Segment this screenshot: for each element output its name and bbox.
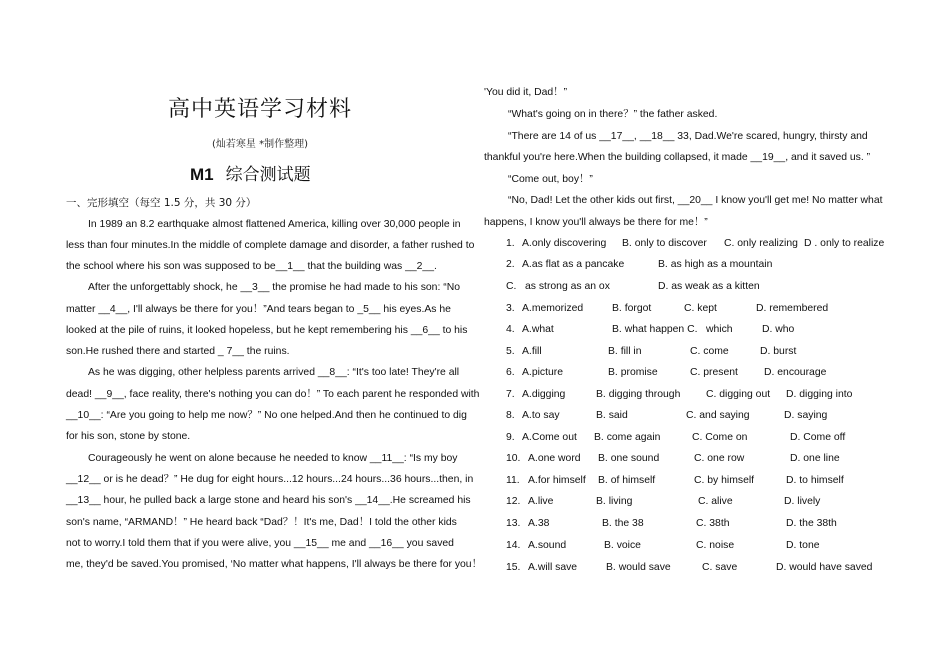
question-number: 13.	[506, 518, 521, 529]
question-number: 7.	[506, 389, 515, 400]
passage-line: “Come out, boy！”	[508, 174, 593, 185]
option-b: B. fill in	[608, 346, 642, 357]
passage-line: son's name, “ARMAND！” He heard back “Dad？！It's me, Dad！I told the other kids	[66, 517, 457, 528]
option-d: D. who	[762, 324, 795, 335]
module-code: M1	[190, 165, 214, 184]
option-c: C.	[506, 281, 517, 292]
passage-line: “There are 14 of us __17__, __18__ 33, Dad.We're scared, hungry, thirsty and	[508, 131, 868, 142]
option-d: D. Come off	[790, 432, 846, 443]
option-b: B. living	[596, 496, 633, 507]
option-a: A.only discovering	[522, 238, 607, 249]
section-instruction: 一、完形填空（每空 1.5 分，共 30 分）	[66, 197, 257, 209]
question-number: 4.	[506, 324, 515, 335]
passage-line: for his son, stone by stone.	[66, 431, 191, 442]
option-c: C. kept	[684, 303, 717, 314]
option-a: A.for himself	[528, 475, 586, 486]
option-a: A.Come out	[522, 432, 577, 443]
option-a: A.fill	[522, 346, 542, 357]
passage-line: In 1989 an 8.2 earthquake almost flattened America, killing over 30,000 people in	[88, 219, 461, 230]
passage-line: 'You did it, Dad！”	[484, 87, 568, 98]
question-number: 1.	[506, 238, 515, 249]
option-b: B. the 38	[602, 518, 644, 529]
option-a: A.digging	[522, 389, 566, 400]
option-c: C. come	[690, 346, 729, 357]
option-a: A.to say	[522, 410, 560, 421]
option-d: D. one line	[790, 453, 840, 464]
document-subtitle: (灿若寒星 *制作整理)	[212, 139, 308, 150]
passage-line: matter __4__, I'll always be there for you！”And tears began to _5__ his eyes.As he	[66, 304, 451, 315]
option-a: A.will save	[528, 562, 578, 573]
option-a: A.what	[522, 324, 554, 335]
passage-line: not to worry.I told them that if you were alive, you __15__ me and __16__ you saved	[66, 538, 454, 549]
option-a: A.picture	[522, 367, 564, 378]
option-d: D. remembered	[756, 303, 829, 314]
question-number: 2.	[506, 259, 515, 270]
option-d: D. the 38th	[786, 518, 837, 529]
option-b: B. digging through	[596, 389, 681, 400]
question-number: 6.	[506, 367, 515, 378]
option-d: D. to himself	[786, 475, 844, 486]
option-a: A.as flat as a pancake	[522, 259, 625, 270]
option-b: B. said	[596, 410, 628, 421]
passage-line: After the unforgettably shock, he __3__ the promise he had made to his son: “No	[88, 282, 460, 293]
passage-line: happens, I know you'll always be there for me！”	[484, 217, 708, 228]
option-c: C. Come on	[692, 432, 748, 443]
document-title: 高中英语学习材料	[167, 97, 352, 122]
passage-line: __13__ hour, he pulled back a large stone and heard his son's __14__.He screamed his	[66, 495, 471, 506]
question-number: 8.	[506, 410, 515, 421]
option-a: A.live	[528, 496, 554, 507]
option-c: C. digging out	[706, 389, 771, 400]
option-b: B. as high as a mountain	[658, 259, 773, 270]
option-a: A.sound	[528, 540, 567, 551]
option-b: B. what happen C.	[612, 324, 698, 335]
passage-line: Courageously he went on alone because he needed to know __11__: “Is my boy	[88, 453, 458, 464]
option-c: C. 38th	[696, 518, 730, 529]
option-a: A.memorized	[522, 303, 584, 314]
question-number: 12.	[506, 496, 521, 507]
option-b: B. of himself	[598, 475, 656, 486]
question-number: 3.	[506, 303, 515, 314]
question-number: 10.	[506, 453, 521, 464]
passage-line: dead! __9__, face reality, there's nothing you can do！” To each parent he responded with	[66, 389, 480, 400]
option-c: C. save	[702, 562, 738, 573]
question-number: 14.	[506, 540, 521, 551]
passage-line: son.He rushed there and started _ 7__ the ruins.	[66, 346, 290, 357]
test-heading-text: 综合测试题	[225, 165, 311, 185]
option-c: C. one row	[694, 453, 745, 464]
passage-line: __10__: “Are you going to help me now？” No one helped.And then he continued to dig	[66, 410, 467, 421]
option-d: D . only to realize	[804, 238, 885, 249]
option-c: C. noise	[696, 540, 735, 551]
passage-line: less than four minutes.In the middle of complete damage and disorder, a father rushed to	[66, 240, 475, 251]
option-c: C. by himself	[694, 475, 755, 486]
option-c: C. and saying	[686, 410, 750, 421]
option-b: B. forgot	[612, 303, 652, 314]
option-a: A.one word	[528, 453, 581, 464]
option-b: B. only to discover	[622, 238, 707, 249]
option-a: A.38	[528, 518, 550, 529]
passage-line: the school where his son was supposed to be__1__ that the building was __2__.	[66, 261, 437, 272]
option-c: which	[706, 324, 733, 335]
option-d: D. saying	[784, 410, 828, 421]
option-d: D. as weak as a kitten	[658, 281, 760, 292]
option-c: C. alive	[698, 496, 733, 507]
option-c: C. present	[690, 367, 738, 378]
option-d: D. burst	[760, 346, 797, 357]
option-b: B. promise	[608, 367, 658, 378]
option-b: B. would save	[606, 562, 671, 573]
test-heading	[190, 160, 350, 185]
passage-line: me, they'd be saved.You promised, ‘No matter what happens, I'll always be there for you！	[66, 559, 482, 570]
option-d: D. lively	[784, 496, 821, 507]
passage-line: __12__ or is he dead？” He dug for eight hours...12 hours...24 hours...36 hours...then, in	[66, 474, 474, 485]
passage-line: looked at the pile of ruins, it looked hopeless, but he kept remembering his __6__ to his	[66, 325, 468, 336]
option-d: D. encourage	[764, 367, 827, 378]
option-b: B. one sound	[598, 453, 660, 464]
question-number: 11.	[506, 475, 520, 486]
option-d: D. would have saved	[776, 562, 873, 573]
option-b: B. voice	[604, 540, 641, 551]
passage-line: “What's going on in there？” the father asked.	[508, 109, 718, 120]
question-number: 15.	[506, 562, 521, 573]
option-d: D. tone	[786, 540, 820, 551]
option-c: C. only realizing	[724, 238, 798, 249]
passage-line: thankful you're here.When the building collapsed, it made __19__, and it saved us. ”	[484, 152, 871, 163]
option-c-text: as strong as an ox	[525, 281, 610, 292]
passage-line: “No, Dad! Let the other kids out first, __20__ I know you'll get me! No matter what	[508, 195, 883, 206]
passage-line: As he was digging, other helpless parents arrived __8__: “It's too late! They're all	[88, 367, 460, 378]
option-d: D. digging into	[786, 389, 853, 400]
question-number: 9.	[506, 432, 515, 443]
option-b: B. come again	[594, 432, 661, 443]
question-number: 5.	[506, 346, 515, 357]
